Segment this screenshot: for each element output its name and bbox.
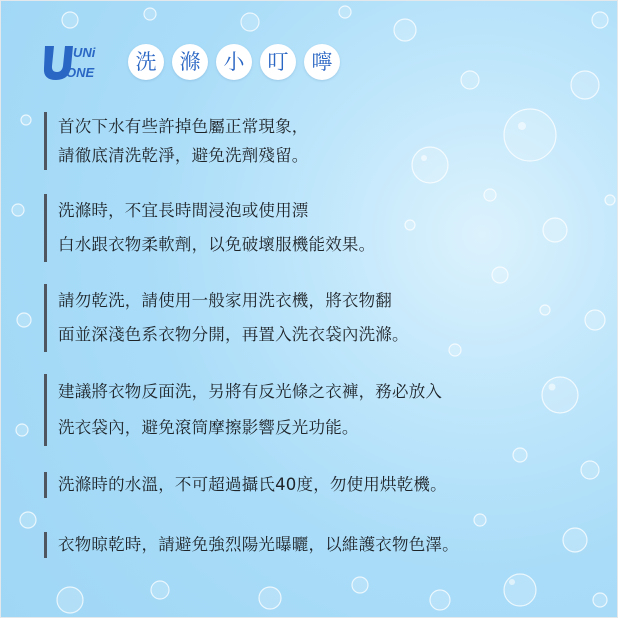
instruction-line: 洗滌時，不宜長時間浸泡或使用漂 [58, 201, 309, 220]
title-char: 洗 [128, 44, 164, 80]
instruction-item [44, 284, 409, 352]
instruction-line: 洗滌時的水溫，不可超過攝氏40度，勿使用烘乾機。 [58, 475, 447, 494]
instruction-item [44, 112, 309, 170]
instruction-line: 首次下水有些許掉色屬正常現象， [58, 117, 309, 136]
care-tips-title [128, 44, 340, 80]
instruction-line: 建議將衣物反面洗，另將有反光條之衣褲，務必放入 [58, 382, 443, 401]
title-char: 滌 [172, 44, 208, 80]
svg-text:ONE: ONE [66, 65, 95, 80]
instruction-item [44, 194, 375, 262]
title-char: 叮 [260, 44, 296, 80]
instruction-line: 白水跟衣物柔軟劑，以免破壞服機能效果。 [58, 235, 376, 254]
instruction-item [44, 374, 442, 446]
instruction-line: 面並深淺色系衣物分開，再置入洗衣袋內洗滌。 [58, 325, 409, 344]
instruction-item [44, 472, 447, 498]
title-char: 小 [216, 44, 252, 80]
instruction-line: 洗衣袋內，避免滾筒摩擦影響反光功能。 [58, 418, 359, 437]
instruction-line: 請徹底清洗乾淨，避免洗劑殘留。 [58, 146, 309, 165]
instruction-line: 請勿乾洗，請使用一般家用洗衣機，將衣物翻 [58, 291, 392, 310]
svg-text:UNi: UNi [73, 45, 96, 60]
instruction-item [44, 532, 459, 558]
instruction-line: 衣物晾乾時，請避免強烈陽光曝曬，以維護衣物色澤。 [58, 535, 459, 554]
uni-one-logo [42, 40, 108, 82]
title-char: 嚀 [304, 44, 340, 80]
